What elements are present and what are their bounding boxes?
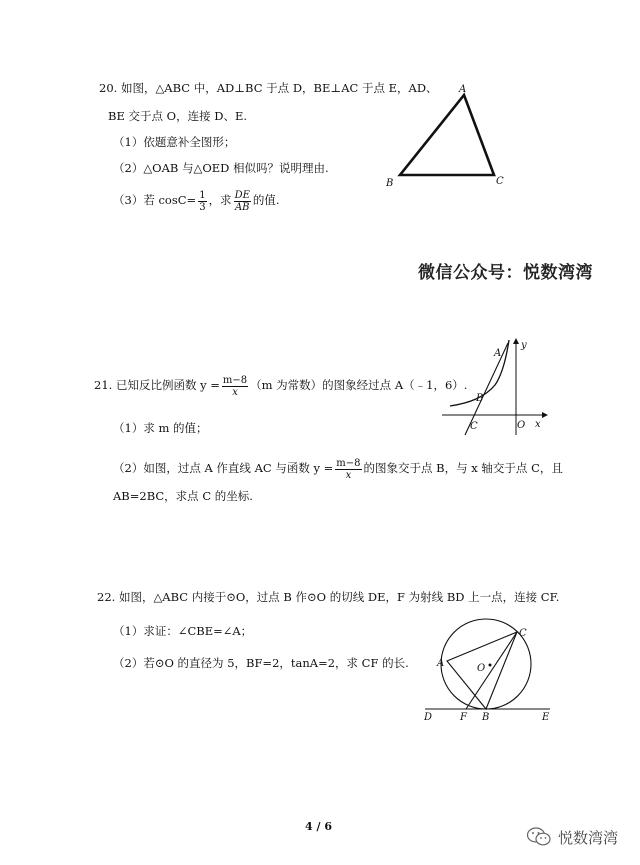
label-c: C — [470, 421, 478, 432]
q20-line1: 20. 如图，△ABC 中，AD⊥BC 于点 D，BE⊥AC 于点 E，AD、 — [99, 81, 438, 95]
q21-fraction — [222, 375, 248, 398]
x-axis-arrow — [542, 412, 548, 418]
page-number: 4 / 6 — [305, 820, 332, 833]
q20-de-ab-fraction — [234, 190, 251, 213]
q20-line2: BE 交于点 O，连接 D、E. — [108, 109, 248, 123]
q21-line1-post: （m 为常数）的图象经过点 A（﹣1，6）. — [250, 378, 468, 392]
q22-circle-figure — [420, 615, 560, 725]
q20-sub2: （2）△OAB 与△OED 相似吗？说明理由. — [113, 161, 329, 175]
label-e: E — [542, 712, 550, 723]
q21-sub2-frac-den: x — [345, 469, 352, 481]
y-axis-arrow — [513, 338, 519, 344]
q21-frac-den: x — [232, 386, 238, 398]
label-f: F — [460, 712, 467, 723]
q21-graph-figure — [440, 335, 550, 440]
triangle-abc — [400, 95, 494, 175]
label-o: O — [477, 663, 486, 674]
label-a: A — [437, 658, 445, 669]
q22-line1: 22. 如图，△ABC 内接于⊙O，过点 B 作⊙O 的切线 DE，F 为射线 BD 上一点，连接 CF. — [97, 590, 560, 604]
q20-sub3-post: 的值. — [252, 193, 280, 207]
q21-line1-pre: 21. 已知反比例函数 y = — [94, 378, 220, 392]
line-cf — [466, 632, 517, 709]
center-point — [489, 664, 492, 667]
q22-sub2: （2）若⊙O 的直径为 5，BF=2，tanA=2，求 CF 的长. — [113, 656, 409, 670]
label-b: B — [476, 393, 484, 404]
label-c: C — [519, 628, 527, 639]
label-y: y — [521, 340, 527, 351]
q20-sub3 — [113, 188, 280, 213]
q21-sub2-fraction — [335, 458, 361, 481]
label-b: B — [482, 712, 490, 723]
q21-sub2 — [113, 456, 563, 481]
q20-cos-den: 3 — [199, 201, 206, 213]
watermark-text: 微信公众号：悦数湾湾 — [418, 263, 593, 283]
label-a: A — [459, 84, 467, 95]
q21-sub2-post: 的图象交于点 B，与 x 轴交于点 C，且 — [363, 461, 563, 475]
wechat-icon — [526, 826, 552, 848]
q22-sub1: （1）求证：∠CBE=∠A； — [113, 624, 253, 638]
q20-ab-den: AB — [234, 201, 250, 213]
label-d: D — [424, 712, 433, 723]
q21-line1 — [94, 373, 467, 398]
q21-sub2-pre: （2）如图，过点 A 作直线 AC 与函数 y = — [113, 461, 334, 475]
q20-triangle-figure — [380, 80, 510, 190]
q21-sub2-line2: AB=2BC，求点 C 的坐标. — [113, 489, 253, 503]
q20-cos-num: 1 — [199, 189, 206, 201]
q21-frac-num: m−8 — [222, 374, 248, 386]
q20-de-num: DE — [234, 189, 250, 201]
brand-name: 悦数湾湾 — [558, 828, 619, 847]
q20-cos-fraction — [198, 190, 206, 213]
q21-sub2-frac-num: m−8 — [336, 457, 361, 469]
q20-sub1: （1）依题意补全图形； — [113, 135, 236, 149]
q20-sub3-pre: （3）若 cosC= — [113, 193, 197, 207]
q21-sub1: （1）求 m 的值； — [113, 421, 208, 435]
label-o: O — [517, 420, 526, 431]
label-a: A — [494, 348, 502, 359]
label-b: B — [386, 178, 394, 189]
footer-brand — [526, 826, 618, 848]
q20-sub3-mid: ，求 — [208, 193, 232, 207]
label-x: x — [535, 419, 541, 430]
label-c: C — [496, 176, 504, 187]
circle-o — [441, 619, 531, 709]
